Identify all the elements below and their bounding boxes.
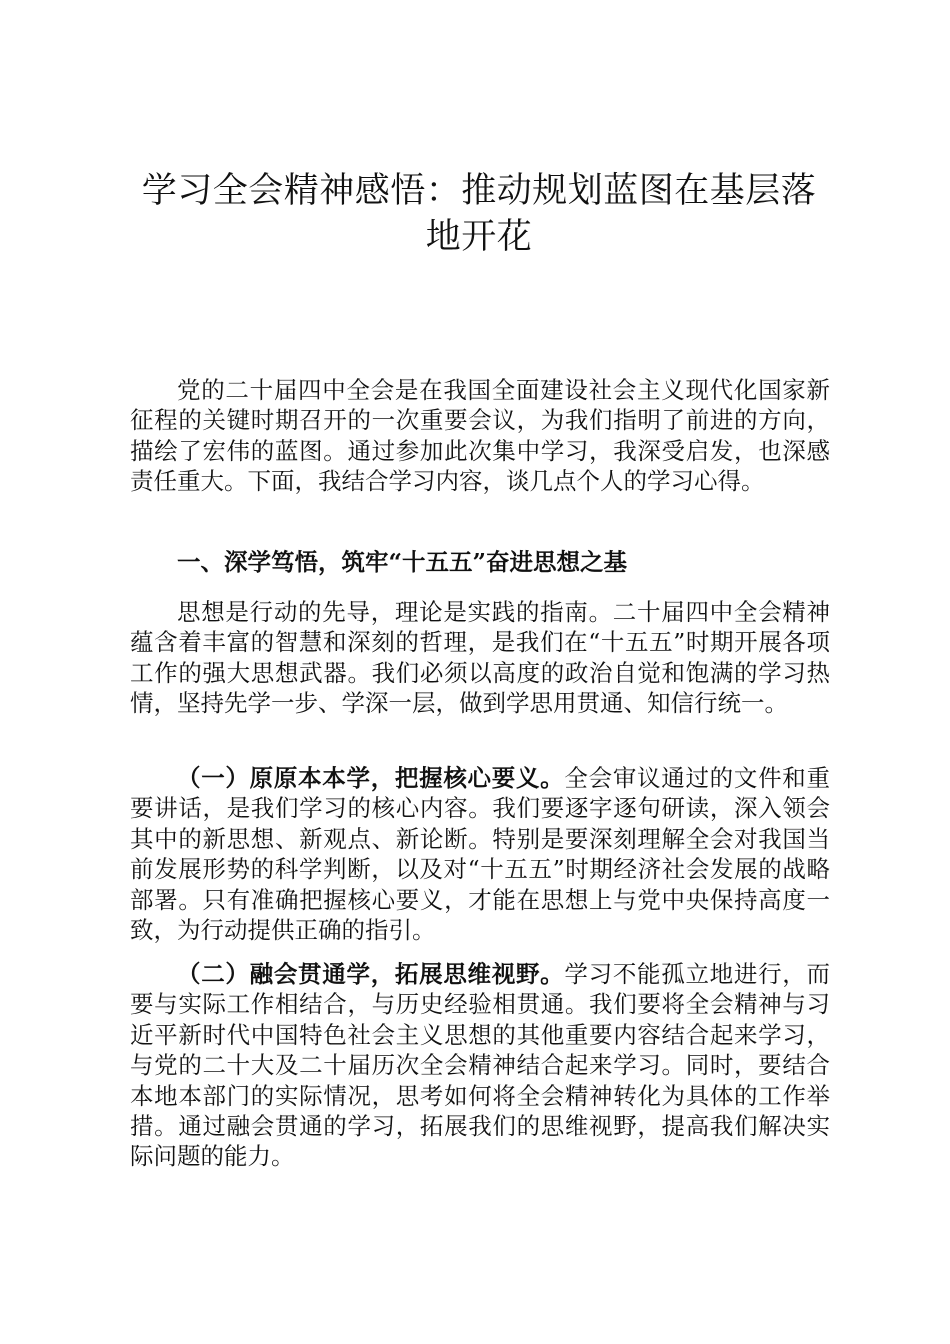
subsection-1-paragraph — [130, 763, 830, 945]
subsection-2-paragraph — [130, 959, 830, 1172]
section-1-paragraph: 思想是行动的先导，理论是实践的指南。二十届四中全会精神蕴含着丰富的智慧和深刻的哲理，是我们在“十五五”时期开展各项工作的强大思想武器。我们必须以高度的政治自觉和饱满的学习热情，坚持先学一步、学深一层，做到学思用贯通、知信行统一。 — [130, 598, 830, 718]
subsection-2-text: 学习不能孤立地进行，而要与实际工作相结合，与历史经验相贯通。我们要将全会精神与习近平新时代中国特色社会主义思想的其他重要内容结合起来学习，与党的二十大及二十届历次全会精神结合起来学习。同时，要结合本地本部门的实际情况，思考如何将全会精神转化为具体的工作举措。通过融会贯通的学习，拓展我们的思维视野，提高我们解决实际问题的能力。 — [130, 960, 831, 1171]
section-heading-1: 一、深学笃悟，筑牢“十五五”奋进思想之基 — [177, 548, 628, 576]
subsection-1-lead: （一）原原本本学，把握核心要义。 — [177, 764, 565, 792]
subsection-2-lead: （二）融会贯通学，拓展思维视野。 — [177, 960, 565, 988]
intro-paragraph: 党的二十届四中全会是在我国全面建设社会主义现代化国家新征程的关键时期召开的一次重要会议，为我们指明了前进的方向，描绘了宏伟的蓝图。通过参加此次集中学习，我深受启发，也深感责任重大。下面，我结合学习内容，谈几点个人的学习心得。 — [130, 376, 830, 496]
document-title: 学习全会精神感悟：推动规划蓝图在基层落地开花 — [141, 171, 817, 257]
subsection-1-text: 全会审议通过的文件和重要讲话，是我们学习的核心内容。我们要逐字逐句研读，深入领会其中的新思想、新观点、新论断。特别是要深刻理解全会对我国当前发展形势的科学判断，以及对“十五五”时期经济社会发展的战略部署。只有准确把握核心要义，才能在思想上与党中央保持高度一致，为行动提供正确的指引。 — [130, 764, 831, 945]
